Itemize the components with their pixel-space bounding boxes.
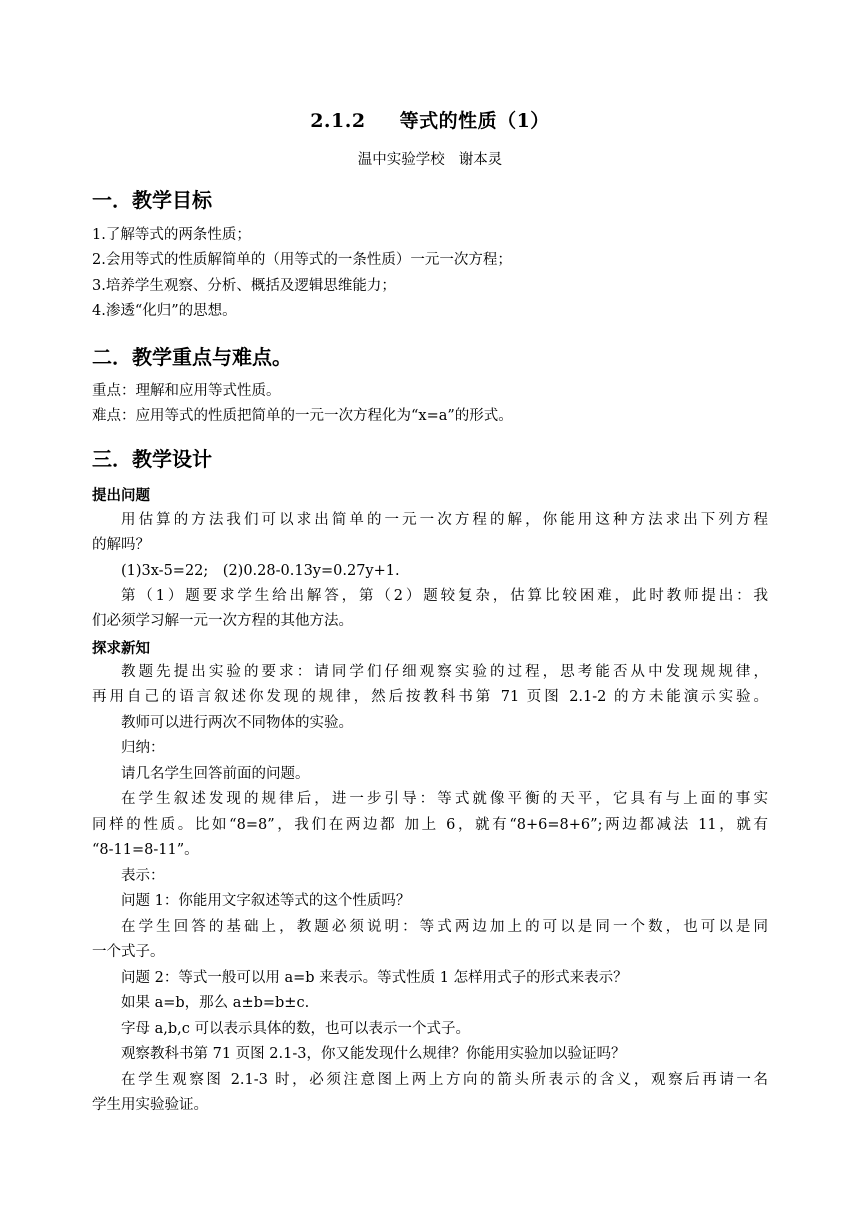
author-school: 温中实验学校 <box>357 152 445 168</box>
paragraph-line: 字母 a,b,c 可以表示具体的数，也可以表示一个式子。 <box>121 1021 470 1037</box>
title-number: 2.1.2 <box>310 110 366 132</box>
subheading-explore: 探求新知 <box>92 641 150 657</box>
paragraph-line: 在学生观察图 2.1-3 时，必须注意图上两上方向的箭头所表示的含义，观察后再请一名 <box>121 1072 768 1088</box>
equation-line: (1)3x-5=22; (2)0.28-0.13y=0.27y+1. <box>121 563 400 579</box>
author-line <box>0 148 860 169</box>
paragraph-line: 请几名学生回答前面的问题。 <box>121 766 310 782</box>
paragraph-line: 教师可以进行两次不同物体的实验。 <box>121 715 353 731</box>
subheading-ask-question: 提出问题 <box>92 488 150 504</box>
paragraph-line: 在学生回答的基础上，教题必须说明：等式两边加上的可以是同一个数，也可以是同 <box>121 919 768 935</box>
paragraph-line: 教题先提出实验的要求：请同学们仔细观察实验的过程，思考能否从中发现规规律， <box>121 664 768 680</box>
goal-item-1: 1.了解等式的两条性质； <box>92 227 251 243</box>
paragraph-line: 问题 2：等式一般可以用 a=b 来表示。等式性质 1 怎样用式子的形式来表示？ <box>121 970 628 986</box>
paragraph-line: 在学生叙述发现的规律后，进一步引导：等式就像平衡的天平，它具有与上面的事实 <box>121 791 768 807</box>
paragraph-line: 第（1）题要求学生给出解答，第（2）题较复杂，估算比较困难，此时教师提出：我 <box>121 588 768 604</box>
paragraph-line: 如果 a=b，那么 a±b=b±c. <box>121 995 310 1011</box>
key-point-text: 重点：理解和应用等式性质。 <box>92 383 281 399</box>
paragraph-line: “8-11=8-11”。 <box>92 842 199 858</box>
paragraph-line: 们必须学习解一元一次方程的其他方法。 <box>92 613 353 629</box>
paragraph-line: 学生用实验验证。 <box>92 1097 208 1113</box>
page-title <box>0 106 860 133</box>
section-heading-key-points: 二．教学重点与难点。 <box>92 345 292 369</box>
paragraph-line: 的解吗？ <box>92 537 150 553</box>
paragraph-line: 同样的性质。比如“8=8”，我们在两边都 加上 6，就有“8+6=8+6”;两边都减法 11，就有 <box>92 817 768 833</box>
paragraph-line: 表示： <box>121 868 165 884</box>
paragraph-line: 问题 1：你能用文字叙述等式的这个性质吗？ <box>121 893 411 909</box>
paragraph-line: 用估算的方法我们可以求出简单的一元一次方程的解，你能用这种方法求出下列方程 <box>121 512 768 528</box>
title-text: 等式的性质（1） <box>399 110 550 132</box>
goal-item-3: 3.培养学生观察、分析、概括及逻辑思维能力； <box>92 278 396 294</box>
goal-item-2: 2.会用等式的性质解简单的（用等式的一条性质）一元一次方程； <box>92 252 512 268</box>
paragraph-line: 观察教科书第 71 页图 2.1-3，你又能发现什么规律？你能用实验加以验证吗？ <box>121 1046 626 1062</box>
section-heading-design: 三．教学设计 <box>92 447 212 471</box>
section-heading-goals: 一．教学目标 <box>92 188 212 212</box>
paragraph-line: 归纳： <box>121 740 165 756</box>
paragraph-line: 再用自己的语言叙述你发现的规律，然后按教科书第 71 页图 2.1-2 的方未能演示实验。 <box>92 689 768 705</box>
paragraph-line: 一个式子。 <box>92 944 165 960</box>
author-name: 谢本灵 <box>458 152 503 168</box>
difficulty-text: 难点：应用等式的性质把简单的一元一次方程化为“x=a”的形式。 <box>92 408 513 424</box>
goal-item-4: 4.渗透“化归”的思想。 <box>92 303 237 319</box>
